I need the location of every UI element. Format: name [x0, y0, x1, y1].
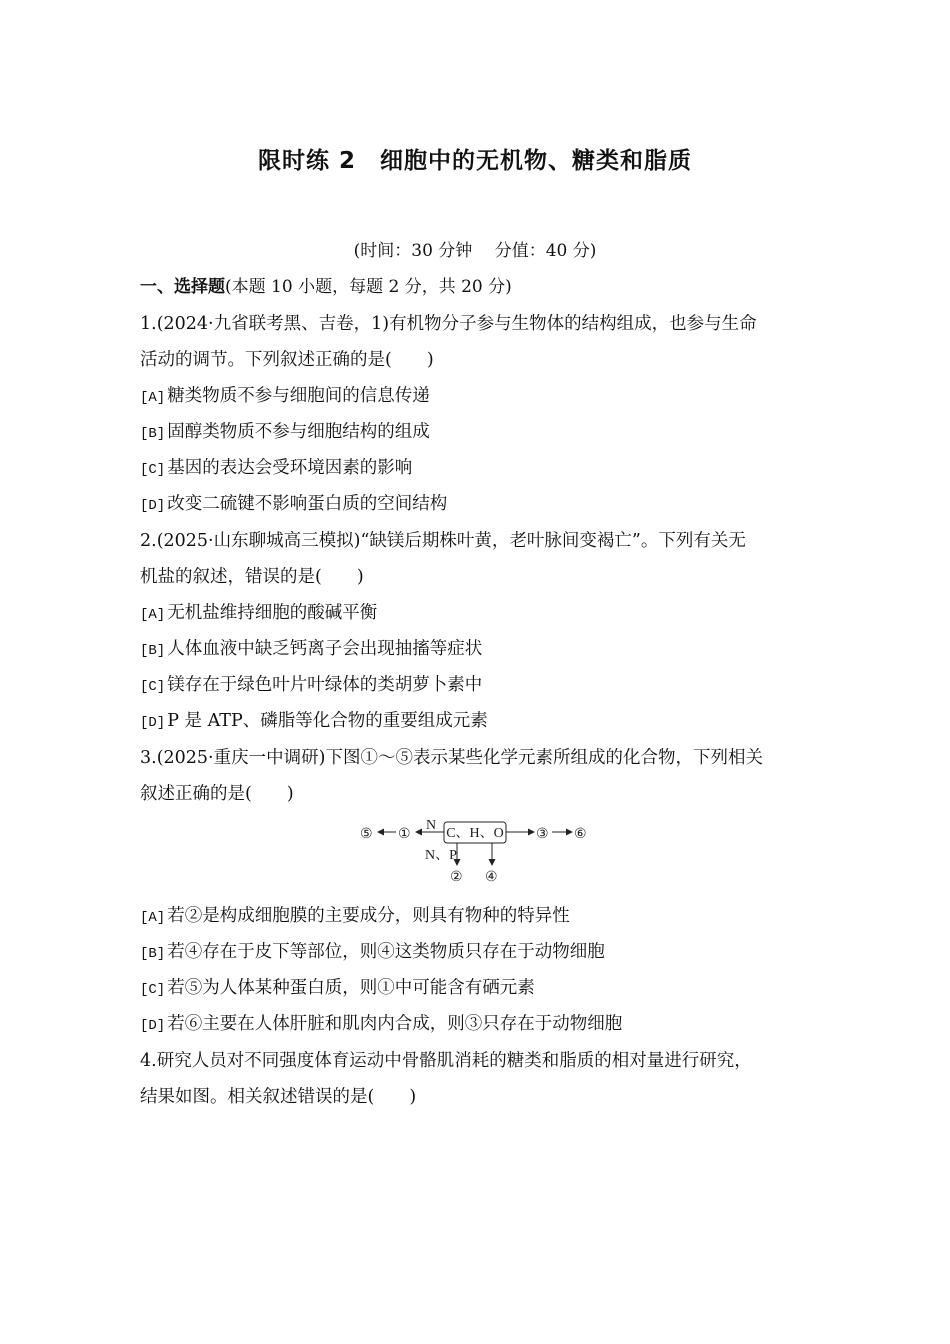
option-letter: [B]	[140, 643, 166, 659]
option-letter: [B]	[140, 426, 166, 442]
option-text: 固醇类物质不参与细胞结构的组成	[167, 422, 430, 442]
label-np: N、P	[425, 848, 457, 863]
option-text: 改变二硫键不影响蛋白质的空间结构	[167, 494, 448, 514]
q1-option-b[interactable]	[140, 418, 430, 443]
node-2: ②	[450, 870, 463, 885]
section-heading: 一、选择题	[140, 277, 225, 297]
q1-option-d[interactable]	[140, 490, 447, 515]
q2-option-b[interactable]	[140, 635, 482, 660]
option-text: 无机盐维持细胞的酸碱平衡	[167, 603, 378, 623]
node-1: ①	[398, 827, 411, 842]
node-3: ③	[536, 827, 549, 842]
node-6: ⑥	[574, 827, 587, 842]
q3-option-d[interactable]	[140, 1010, 622, 1035]
option-text: 基因的表达会受环境因素的影响	[167, 458, 413, 478]
time-score-info: (时间：30 分钟 分值：40 分)	[353, 241, 597, 261]
option-letter: [A]	[140, 390, 166, 406]
section-header	[140, 272, 512, 297]
option-letter: [D]	[140, 715, 166, 731]
q3-option-c[interactable]	[140, 974, 535, 999]
q1-stem-line2: 活动的调节。下列叙述正确的是( )	[140, 350, 434, 370]
q4-stem-line1: 4.研究人员对不同强度体育运动中骨骼肌消耗的糖类和脂质的相对量进行研究，	[140, 1051, 752, 1071]
node-5: ⑤	[360, 827, 373, 842]
q3-option-a[interactable]	[140, 902, 570, 927]
option-text: 若②是构成细胞膜的主要成分，则具有物种的特异性	[167, 906, 570, 926]
option-text: P 是 ATP、磷脂等化合物的重要组成元素	[167, 711, 488, 731]
q1-option-c[interactable]	[140, 454, 412, 479]
option-text: 糖类物质不参与细胞间的信息传递	[167, 386, 430, 406]
q3-option-b[interactable]	[140, 938, 605, 963]
q2-stem-line2: 机盐的叙述，错误的是( )	[140, 567, 364, 587]
element-compound-diagram	[350, 812, 610, 892]
q4-stem-line2: 结果如图。相关叙述错误的是( )	[140, 1087, 417, 1107]
label-n: N	[426, 818, 437, 833]
option-letter: [D]	[140, 1018, 166, 1034]
q2-option-c[interactable]	[140, 671, 482, 696]
q2-option-d[interactable]	[140, 707, 488, 732]
center-box-label: C、H、O	[446, 826, 504, 841]
option-letter: [C]	[140, 679, 166, 695]
option-text: 人体血液中缺乏钙离子会出现抽搐等症状	[167, 639, 483, 659]
node-4: ④	[485, 870, 498, 885]
page-title: 限时练 2 细胞中的无机物、糖类和脂质	[257, 148, 692, 174]
q1-option-a[interactable]	[140, 382, 430, 407]
option-letter: [C]	[140, 462, 166, 478]
q2-stem-line1: 2.(2025·山东聊城高三模拟)“缺镁后期株叶黄，老叶脉间变褐亡”。下列有关无	[140, 531, 746, 551]
option-letter: [C]	[140, 982, 166, 998]
q3-stem-line1: 3.(2025·重庆一中调研)下图①～⑤表示某些化学元素所组成的化合物，下列相关	[140, 748, 763, 768]
option-text: 镁存在于绿色叶片叶绿体的类胡萝卜素中	[167, 675, 483, 695]
section-note: (本题 10 小题，每题 2 分，共 20 分)	[225, 277, 512, 297]
option-text: 若⑤为人体某种蛋白质，则①中可能含有硒元素	[167, 978, 535, 998]
option-letter: [D]	[140, 498, 166, 514]
option-letter: [A]	[140, 910, 166, 926]
q1-stem-line1: 1.(2024·九省联考黑、吉卷，1)有机物分子参与生物体的结构组成，也参与生命	[140, 314, 757, 334]
option-letter: [A]	[140, 607, 166, 623]
q2-option-a[interactable]	[140, 599, 377, 624]
option-text: 若④存在于皮下等部位，则④这类物质只存在于动物细胞	[167, 942, 605, 962]
q3-stem-line2: 叙述正确的是( )	[140, 784, 294, 804]
option-text: 若⑥主要在人体肝脏和肌肉内合成，则③只存在于动物细胞	[167, 1014, 623, 1034]
option-letter: [B]	[140, 946, 166, 962]
